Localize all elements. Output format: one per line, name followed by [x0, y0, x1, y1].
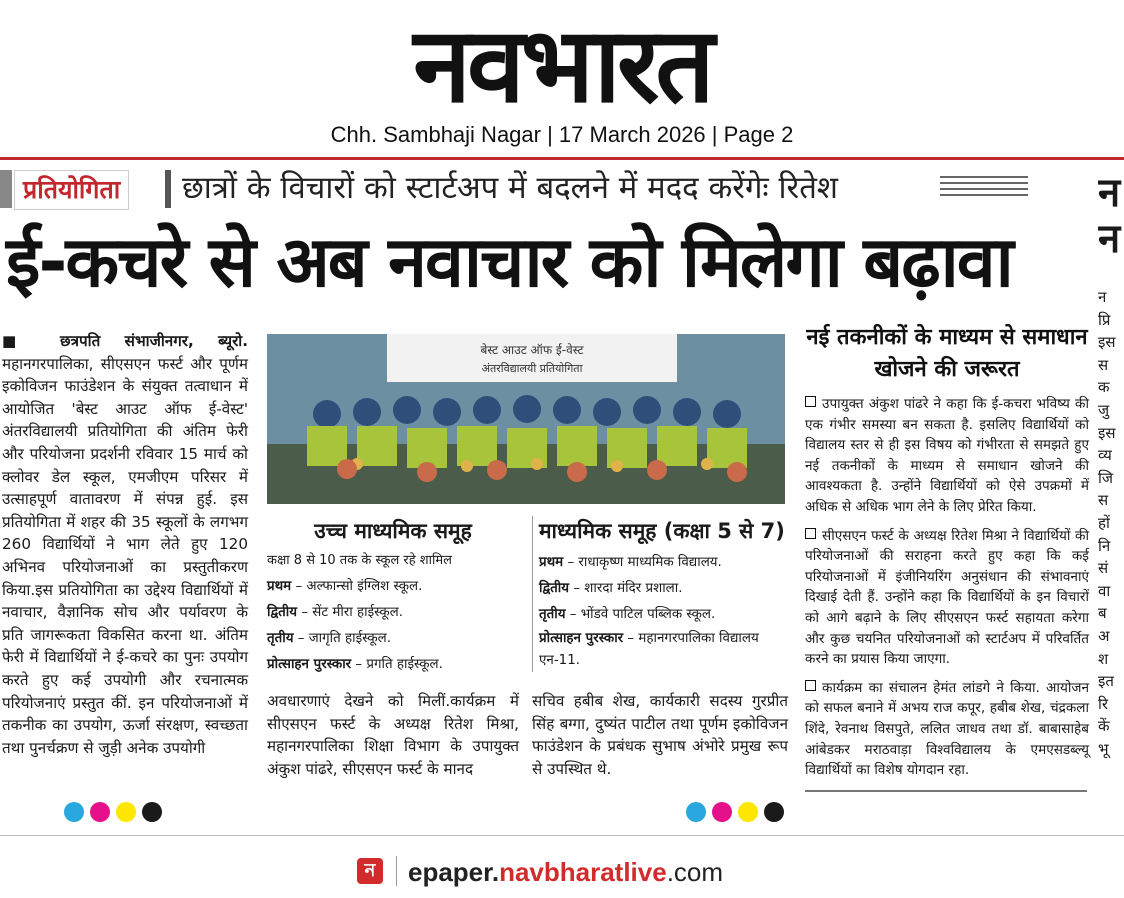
photo-banner-subtitle: अंतरविद्यालयी प्रतियोगिता: [481, 362, 583, 375]
square-bullet-icon: [805, 396, 816, 407]
sidebar-bullet: [805, 394, 1089, 518]
prize-row: द्वितीय – शारदा मंदिर प्रशाला.: [539, 581, 683, 596]
prize-school: शारदा मंदिर प्रशाला.: [584, 581, 683, 596]
prize-school: भोंडवे पाटिल पब्लिक स्कूल.: [580, 607, 716, 622]
prize-rank: प्रथम: [539, 555, 564, 570]
article-continuation-right: सचिव हबीब शेख, कार्यकारी सदस्य गुरप्रीत सिंह बग्गा, दुष्यंत पाटील तथा पूर्णम इकोविजन फाउंडेशन के प्रबंधक सुभाष अंभोरे प्रमुख रूप से उपस्थित थे.: [532, 692, 788, 778]
registration-dot-magenta: [712, 802, 732, 822]
prize-row: तृतीय – जागृति हाईस्कूल.: [267, 631, 392, 646]
footer-divider: [0, 835, 1124, 836]
group-photo: [267, 334, 785, 504]
prize-row: प्रोत्साहन पुरस्कार – महानगरपालिका विद्यालय एन-11.: [539, 631, 759, 668]
footer-separator: [396, 856, 397, 886]
prize-row: प्रथम – अल्फान्सो इंग्लिश स्कूल.: [267, 579, 423, 594]
prize-school: महानगरपालिका विद्यालय एन-11.: [539, 631, 759, 668]
group-photo-illustration: [267, 334, 785, 504]
registration-dot-cyan: [64, 802, 84, 822]
url-prefix: epaper.: [408, 857, 500, 887]
kicker-bar: [0, 170, 12, 208]
section-kicker: प्रतियोगिता: [14, 170, 129, 210]
prize-rank: प्रथम: [267, 579, 292, 594]
sidebar-title: नई तकनीकों के माध्यम से समाधान खोजने की जरूरत: [806, 325, 1088, 382]
prize-rank: तृतीय: [539, 607, 566, 622]
sidebar-bullet-text: कार्यक्रम का संचालन हेमंत लांडगे ने किया. आयोजन को सफल बनाने में अभय राज कपूर, हबीब शेख, चंद्रकला शिंदे, रेवनाथ विसपुते, ललित जाधव तथा डॉ. बाबासाहेब आंबेडकर मराठवाड़ा विश्वविद्यालय के एमएसडब्ल्यू विद्यार्थियों का विशेष योगदान रहा.: [805, 679, 1089, 779]
registration-dot-yellow: [116, 802, 136, 822]
prize-rank: द्वितीय: [539, 581, 570, 596]
prize-school: जागृति हाईस्कूल.: [308, 631, 392, 646]
article-continuation-left: अवधारणाएं देखने को मिलीं.कार्यक्रम में सीएसएन फर्स्ट के अध्यक्ष रितेश मिश्रा, महानगरपालिका शिक्षा विभाग के उपायुक्त अंकुश पांढरे, सीएसएन फर्स्ट के मानद: [267, 692, 519, 778]
square-bullet-icon: [805, 680, 816, 691]
sidebar-box: [805, 322, 1089, 781]
article-body: महानगरपालिका, सीएसएन फर्स्ट और पूर्णम इकोविजन फाउंडेशन के संयुक्त तत्वाधान में आयोजित 'बेस्ट आउट ऑफ ई-वेस्ट' अंतरविद्यालयी प्रतियोगिता की अंतिम फेरी और परियोजना प्रदर्शनी रविवार 15 मार्च को क्लोवर डेल स्कूल, एमजीएम परिसर में उत्साहपूर्ण वातावरण में संपन्न हुई. इस प्रतियोगिता में शहर की 35 स्कूलों के लगभग 260 विद्यार्थियों ने भाग लेते हुए 120 अभिनव परियोजनाओं का प्रस्तुतीकरण किया.इस प्रतियोगिता का उद्देश्य विद्यार्थियों में नवाचार, वैज्ञानिक सोच और पर्यावरण के प्रति जागरूकता विकसित करना था. अंतिम फेरी में विद्यार्थियों ने ई-कचरे का पुनः उपयोग करते हुए कई उपयोगी और रचनात्मक परियोजनाएं प्रस्तुत कीं. इन परियोजनाओं में तकनीक का उपयोग, ऊर्जा संरक्षण, स्वच्छता तथा पुनर्चक्रण से जुड़ी अनेक उपयोगी: [2, 354, 248, 757]
masthead: [0, 0, 1124, 160]
secondary-prizes: [532, 516, 788, 672]
higher-secondary-prizes: [267, 516, 519, 678]
decorative-stripe: [940, 188, 1028, 190]
prize-row: द्वितीय – सेंट मीरा हाईस्कूल.: [267, 605, 403, 620]
url-suffix: .com: [666, 857, 724, 887]
prize-school: प्रगति हाईस्कूल.: [366, 657, 443, 672]
secondary-title: माध्यमिक समूह (कक्षा 5 से 7): [539, 519, 785, 543]
masthead-divider: [0, 157, 1124, 160]
higher-secondary-subtitle: कक्षा 8 से 10 तक के स्कूल रहे शामिल: [267, 553, 452, 568]
decorative-stripe: [940, 182, 1028, 184]
prize-row: प्रथम – राधाकृष्ण माध्यमिक विद्यालय.: [539, 555, 722, 570]
kicker-separator: [165, 170, 171, 208]
prize-school: राधाकृष्ण माध्यमिक विद्यालय.: [578, 555, 722, 570]
prize-row: तृतीय – भोंडवे पाटिल पब्लिक स्कूल.: [539, 607, 716, 622]
newspaper-brand: नवभारत: [413, 4, 711, 126]
edition-line: Chh. Sambhaji Nagar | 17 March 2026 | Page 2: [330, 122, 794, 147]
dateline: ■ छत्रपति संभाजीनगर, ब्यूरो.: [2, 332, 248, 350]
decorative-stripe: [940, 176, 1028, 178]
registration-dot-black: [764, 802, 784, 822]
subheadline: छात्रों के विचारों को स्टार्टअप में बदलने में मदद करेंगेः रितेश: [182, 170, 838, 206]
navbharat-logo-icon: ন: [357, 858, 383, 884]
main-headline: ई-कचरे से अब नवाचार को मिलेगा बढ़ावा: [6, 221, 1012, 303]
registration-dot-magenta: [90, 802, 110, 822]
left-article-column: [2, 330, 248, 759]
sidebar-bottom-rule: [805, 790, 1087, 792]
prize-rank: प्रोत्साहन पुरस्कार: [539, 631, 624, 646]
prize-school: अल्फान्सो इंग्लिश स्कूल.: [306, 579, 423, 594]
higher-secondary-title: उच्च माध्यमिक समूह: [314, 519, 472, 543]
sidebar-bullet: [805, 526, 1089, 670]
registration-dot-black: [142, 802, 162, 822]
cropped-headline: न न: [1098, 170, 1121, 262]
url-highlight: navbharatlive: [499, 857, 667, 887]
registration-dot-yellow: [738, 802, 758, 822]
registration-dot-cyan: [686, 802, 706, 822]
photo-banner-title: बेस्ट आउट ऑफ ई-वेस्ट: [480, 343, 584, 357]
prize-rank: प्रोत्साहन पुरस्कार: [267, 657, 352, 672]
prize-school: सेंट मीरा हाईस्कूल.: [312, 605, 403, 620]
decorative-stripe: [940, 194, 1028, 196]
sidebar-bullet-text: सीएसएन फर्स्ट के अध्यक्ष रितेश मिश्रा ने विद्यार्थियों की परियोजनाओं की सराहना करते हुए कहा कि कई परियोजनाओं में इंजीनियरिंग अनुसंधान की संभावनाएं दिखाई देती हैं. उन्होंने कहा कि विद्यार्थियों के इन विचारों को आगे बढ़ाने के लिए सीएसएन फर्स्ट सहायता करेगा और कुछ चयनित परियोजनाओं को स्टार्टअप में परिवर्तित करने का प्रयास किया जाएगा.: [805, 527, 1089, 668]
prize-rank: द्वितीय: [267, 605, 298, 620]
sidebar-bullet: [805, 678, 1089, 781]
square-bullet-icon: [805, 528, 816, 539]
sidebar-bullet-text: उपायुक्त अंकुश पांढरे ने कहा कि ई-कचरा भविष्य की एक गंभीर समस्या बन सकता है. इसलिए विद्यार्थियों को विद्यालय स्तर से ही इस विषय को गंभीरता से समझते हुए नई तकनीकों के माध्यम से समाधान खोजने की आवश्यकता है. उन्होंने विद्यार्थियों को ऐसे उपक्रमों में अधिक से अधिक भाग लेने के लिए प्रेरित किया.: [805, 396, 1089, 515]
cropped-adjacent-column: [1098, 160, 1124, 800]
cropped-text: न प्रि इस स क जु इस व्य जि स हों नि सं वा ब अ श इत रि कें भू: [1098, 288, 1116, 758]
epaper-url[interactable]: [408, 855, 723, 889]
prize-rank: तृतीय: [267, 631, 294, 646]
prize-row: प्रोत्साहन पुरस्कार – प्रगति हाईस्कूल.: [267, 657, 443, 672]
